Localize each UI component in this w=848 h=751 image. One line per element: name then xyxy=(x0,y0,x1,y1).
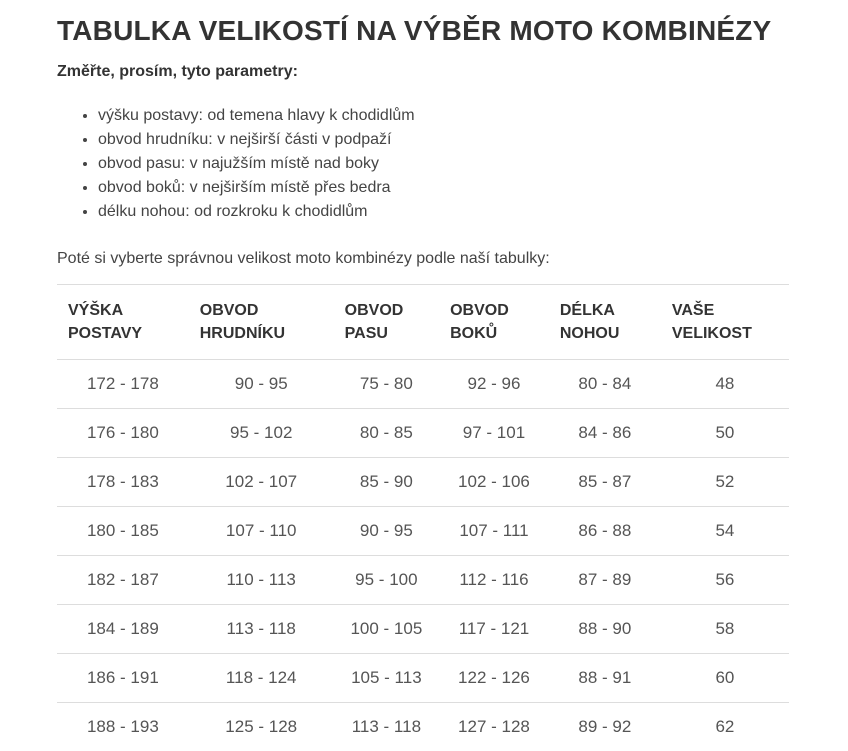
table-row xyxy=(57,409,789,458)
table-header-row xyxy=(57,285,789,360)
column-header-hips xyxy=(439,285,549,360)
column-header-line: OBVOD xyxy=(200,299,334,322)
column-header-line: VAŠE xyxy=(672,299,789,322)
table-cell: 110 - 113 xyxy=(189,556,334,605)
table-row xyxy=(57,458,789,507)
table-cell: 92 - 96 xyxy=(439,360,549,409)
page-title: TABULKA VELIKOSTÍ NA VÝBĚR MOTO KOMBINÉZY xyxy=(57,14,790,48)
table-cell: 107 - 111 xyxy=(439,507,549,556)
column-header-line: OBVOD xyxy=(345,299,439,322)
table-cell: 122 - 126 xyxy=(439,654,549,703)
column-header-height xyxy=(57,285,189,360)
measurement-list xyxy=(57,104,790,224)
table-cell: 88 - 90 xyxy=(549,605,661,654)
table-cell: 95 - 100 xyxy=(334,556,439,605)
table-cell: 172 - 178 xyxy=(57,360,189,409)
column-header-line: DÉLKA xyxy=(560,299,661,322)
table-cell: 102 - 106 xyxy=(439,458,549,507)
table-cell: 118 - 124 xyxy=(189,654,334,703)
table-cell: 58 xyxy=(661,605,789,654)
list-item-chest: • obvod hrudníku: v nejširší části v podpaží xyxy=(98,128,790,152)
table-cell: 60 xyxy=(661,654,789,703)
column-header-line: VELIKOST xyxy=(672,322,789,345)
table-cell: 113 - 118 xyxy=(334,703,439,751)
table-cell: 52 xyxy=(661,458,789,507)
table-cell: 97 - 101 xyxy=(439,409,549,458)
column-header-line: BOKŮ xyxy=(450,322,549,345)
table-cell: 176 - 180 xyxy=(57,409,189,458)
column-header-chest xyxy=(189,285,334,360)
table-cell: 88 - 91 xyxy=(549,654,661,703)
table-cell: 50 xyxy=(661,409,789,458)
table-row xyxy=(57,654,789,703)
column-header-line: POSTAVY xyxy=(68,322,189,345)
table-cell: 100 - 105 xyxy=(334,605,439,654)
table-cell: 102 - 107 xyxy=(189,458,334,507)
table-cell: 89 - 92 xyxy=(549,703,661,751)
table-cell: 56 xyxy=(661,556,789,605)
table-cell: 105 - 113 xyxy=(334,654,439,703)
list-item-hips: • obvod boků: v nejširším místě přes bedra xyxy=(98,176,790,200)
table-cell: 87 - 89 xyxy=(549,556,661,605)
table-row xyxy=(57,360,789,409)
table-row xyxy=(57,507,789,556)
table-cell: 182 - 187 xyxy=(57,556,189,605)
list-item-leg-length: • délku nohou: od rozkroku k chodidlům xyxy=(98,200,790,224)
table-cell: 186 - 191 xyxy=(57,654,189,703)
measure-instructions-heading: Změřte, prosím, tyto parametry: xyxy=(57,61,790,83)
column-header-line: OBVOD xyxy=(450,299,549,322)
table-cell: 85 - 87 xyxy=(549,458,661,507)
table-cell: 112 - 116 xyxy=(439,556,549,605)
table-cell: 48 xyxy=(661,360,789,409)
table-cell: 86 - 88 xyxy=(549,507,661,556)
table-cell: 125 - 128 xyxy=(189,703,334,751)
table-intro-text: Poté si vyberte správnou velikost moto kombinézy podle naší tabulky: xyxy=(57,248,790,270)
table-cell: 117 - 121 xyxy=(439,605,549,654)
table-cell: 107 - 110 xyxy=(189,507,334,556)
table-cell: 127 - 128 xyxy=(439,703,549,751)
table-cell: 184 - 189 xyxy=(57,605,189,654)
column-header-line: HRUDNÍKU xyxy=(200,322,334,345)
table-cell: 90 - 95 xyxy=(334,507,439,556)
table-cell: 80 - 85 xyxy=(334,409,439,458)
table-cell: 178 - 183 xyxy=(57,458,189,507)
list-item-waist: • obvod pasu: v najužším místě nad boky xyxy=(98,152,790,176)
column-header-line: PASU xyxy=(345,322,439,345)
table-cell: 54 xyxy=(661,507,789,556)
table-cell: 180 - 185 xyxy=(57,507,189,556)
column-header-line: NOHOU xyxy=(560,322,661,345)
table-cell: 90 - 95 xyxy=(189,360,334,409)
table-cell: 75 - 80 xyxy=(334,360,439,409)
column-header-line: VÝŠKA xyxy=(68,299,189,322)
size-table xyxy=(57,284,789,751)
column-header-waist xyxy=(334,285,439,360)
table-cell: 95 - 102 xyxy=(189,409,334,458)
table-cell: 80 - 84 xyxy=(549,360,661,409)
table-row xyxy=(57,556,789,605)
column-header-your-size xyxy=(661,285,789,360)
table-cell: 85 - 90 xyxy=(334,458,439,507)
table-cell: 84 - 86 xyxy=(549,409,661,458)
table-cell: 113 - 118 xyxy=(189,605,334,654)
table-row xyxy=(57,605,789,654)
table-cell: 188 - 193 xyxy=(57,703,189,751)
table-cell: 62 xyxy=(661,703,789,751)
table-row xyxy=(57,703,789,751)
column-header-leg-length xyxy=(549,285,661,360)
list-item-height: • výšku postavy: od temena hlavy k chodidlům xyxy=(98,104,790,128)
